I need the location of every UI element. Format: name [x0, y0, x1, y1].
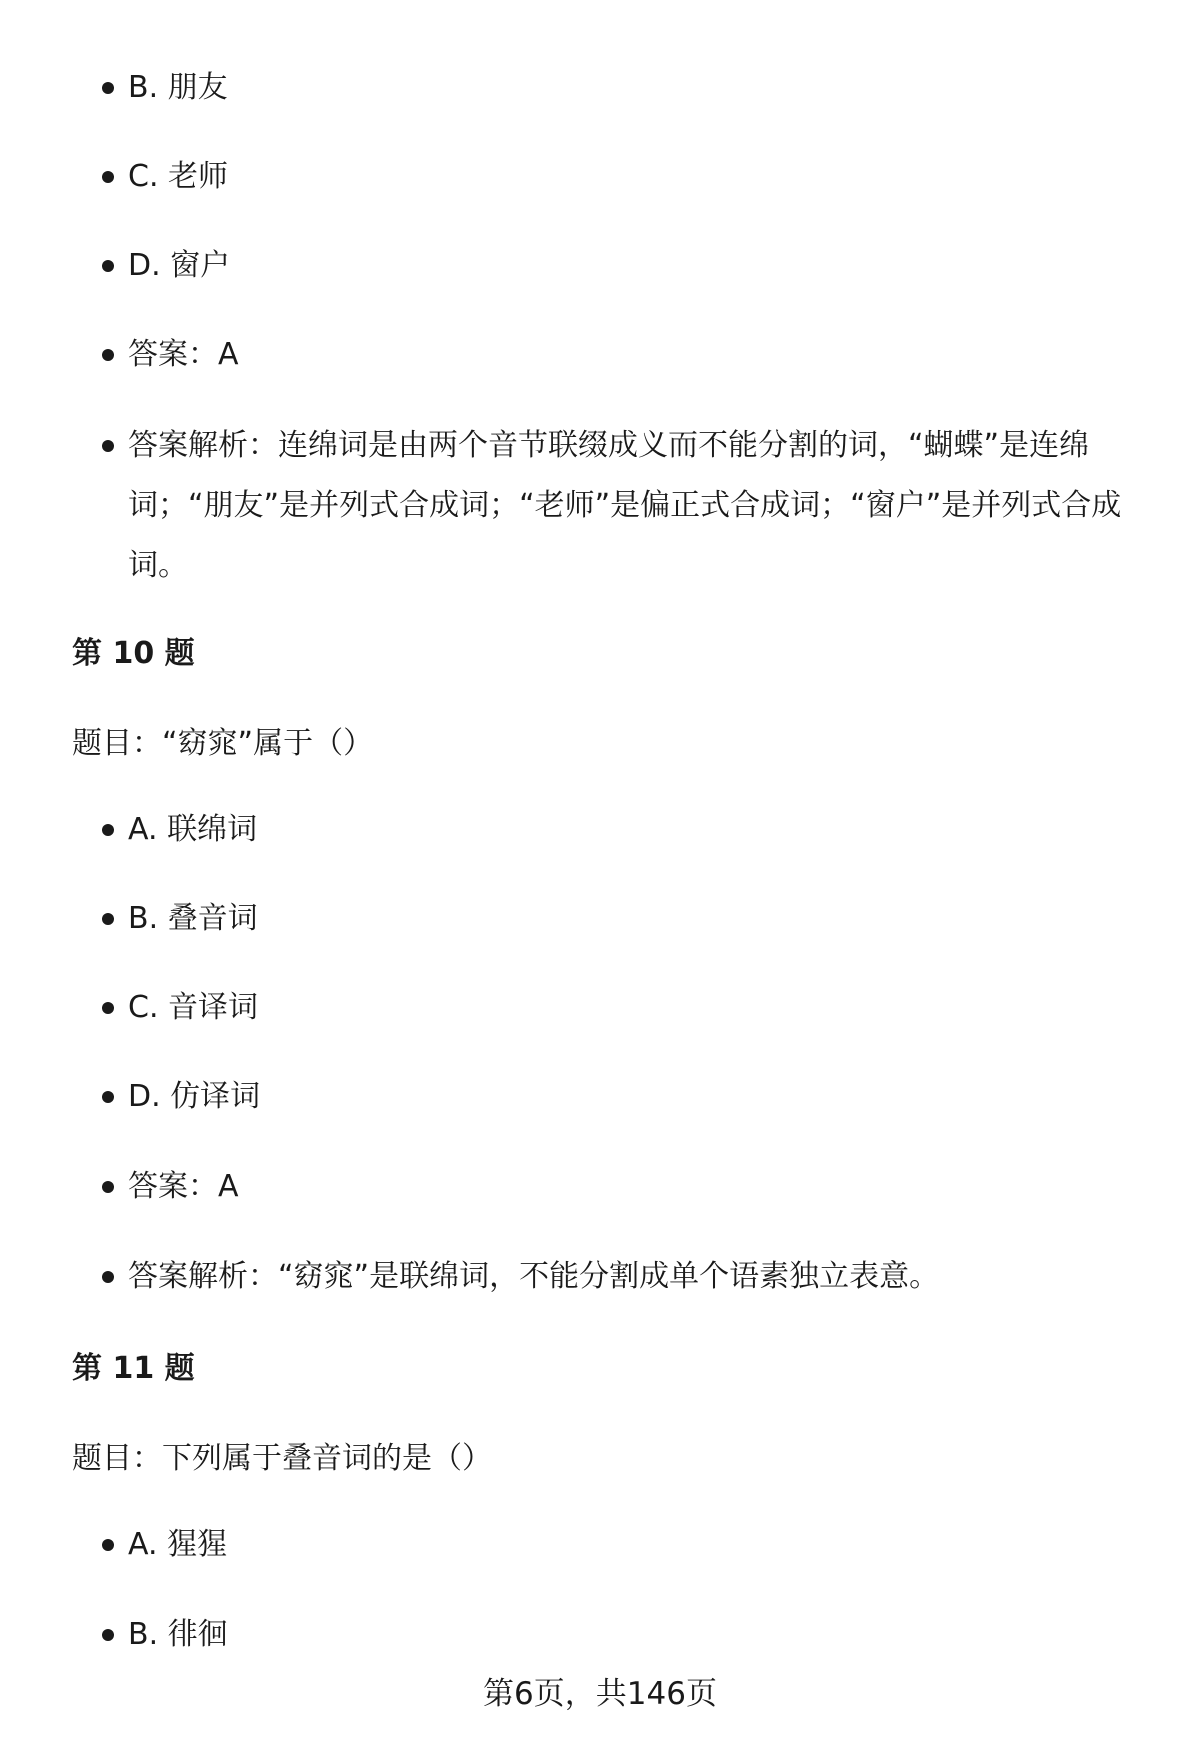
q9-answer: 答案：A [128, 325, 1148, 385]
q11-option-a: A. 猩猩 [128, 1515, 1148, 1575]
q11-option-b: B. 徘徊 [128, 1605, 1148, 1665]
q10-stem: 题目：“窈窕”属于（） [72, 726, 374, 761]
q10-option-b: B. 叠音词 [128, 889, 1148, 949]
q9-option-c: C. 老师 [128, 147, 1148, 207]
q10-heading: 第 10 题 [72, 636, 195, 671]
q9-option-d: D. 窗户 [128, 236, 1148, 296]
q10-option-c: C. 音译词 [128, 978, 1148, 1038]
q9-analysis: 答案解析：连绵词是由两个音节联缀成义而不能分割的词，“蝴蝶”是连绵词；“朋友”是并列式合成词；“老师”是偏正式合成词；“窗户”是并列式合成词。 [128, 416, 1148, 596]
q10-option-a: A. 联绵词 [128, 800, 1148, 860]
q10-answer: 答案：A [128, 1157, 1148, 1217]
q10-option-d: D. 仿译词 [128, 1067, 1148, 1127]
q10-analysis: 答案解析：“窈窕”是联绵词，不能分割成单个语素独立表意。 [128, 1247, 1148, 1307]
page-number-footer: 第6页，共146页 [483, 1676, 717, 1712]
q11-heading: 第 11 题 [72, 1351, 195, 1386]
q11-stem: 题目：下列属于叠音词的是（） [72, 1441, 492, 1476]
q9-option-b: B. 朋友 [128, 58, 1148, 118]
